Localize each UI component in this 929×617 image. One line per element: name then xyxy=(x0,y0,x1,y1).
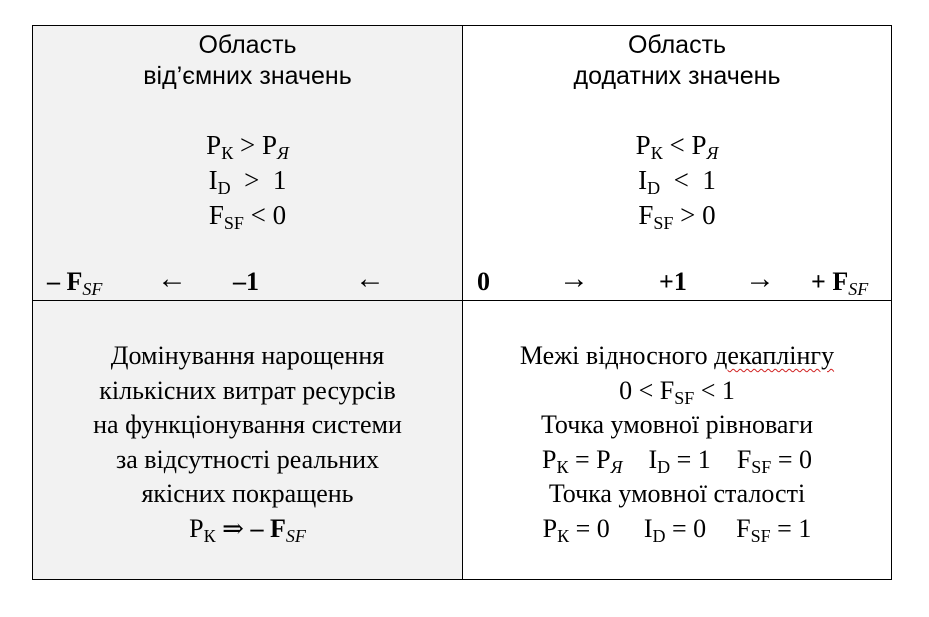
negative-description xyxy=(33,339,462,546)
header-line: від’ємних значень xyxy=(143,62,352,90)
description-line: за відсутності реальних xyxy=(115,444,380,474)
axis-label-minus-fsf: – $F_{SF}$ xyxy=(47,267,103,299)
positive-region-header xyxy=(463,30,891,92)
description-line: на функціонування системи xyxy=(93,410,402,439)
axis-minus-one: –1 xyxy=(233,267,259,296)
formula-fsf-relation: $F_{SF} > 0$ xyxy=(638,200,716,233)
axis-plus-one: +1 xyxy=(659,267,687,296)
formula-price-relation: $P_К > P_Я$ xyxy=(206,130,289,163)
implication-formula: $P_К$ ⇒ – $F_{SF}$ xyxy=(189,513,306,546)
left-arrow-icon: ← xyxy=(157,262,187,295)
negative-region-header xyxy=(33,30,462,92)
positive-conditions xyxy=(463,128,891,233)
spellcheck-underlined-word: декаплінгу xyxy=(714,341,835,370)
left-arrow-icon: ← xyxy=(355,262,385,295)
decoupling-range: $0 < F_{SF} < 1$ xyxy=(619,375,735,408)
header-line: Область xyxy=(198,31,297,59)
equilibrium-point-title: Точка умовної рівноваги xyxy=(540,410,814,439)
negative-region-cell xyxy=(33,26,463,301)
formula-index-relation: $I_D < 1$ xyxy=(638,165,716,198)
axis-label-plus-fsf: + $F_{SF}$ xyxy=(811,267,869,299)
right-arrow-icon: → xyxy=(559,262,589,295)
formula-price-relation: $P_К < P_Я$ xyxy=(635,130,719,163)
description-line: якісних покращень xyxy=(141,479,354,508)
right-arrow-icon: → xyxy=(745,262,775,295)
description-line: кількісних витрат ресурсів xyxy=(99,375,396,405)
equilibrium-point-formula: $P_К = P_Я$ $I_D = 1$ $F_{SF} = 0$ xyxy=(542,444,812,477)
stability-point-title: Точка умовної сталості xyxy=(548,479,806,508)
implies-arrow-icon: ⇒ xyxy=(222,513,244,543)
negative-description-cell xyxy=(33,301,463,579)
formula-index-relation: $I_D > 1$ xyxy=(208,165,287,198)
negative-conditions xyxy=(33,128,462,233)
positive-description xyxy=(463,339,891,546)
description-line: Домінування нарощення xyxy=(110,341,385,370)
decoupling-table xyxy=(32,25,892,580)
positive-region-cell xyxy=(463,26,891,301)
header-line: додатних значень xyxy=(573,62,781,90)
positive-description-cell xyxy=(463,301,891,579)
axis-zero: 0 xyxy=(477,267,490,296)
decoupling-bounds-title: Межі відносного декаплінгу xyxy=(519,341,835,370)
stability-point-formula: $P_К = 0$ $I_D = 0$ $F_{SF} = 1$ xyxy=(542,513,812,546)
formula-fsf-relation: $F_{SF} < 0$ xyxy=(208,200,287,233)
header-line: Область xyxy=(627,31,727,59)
